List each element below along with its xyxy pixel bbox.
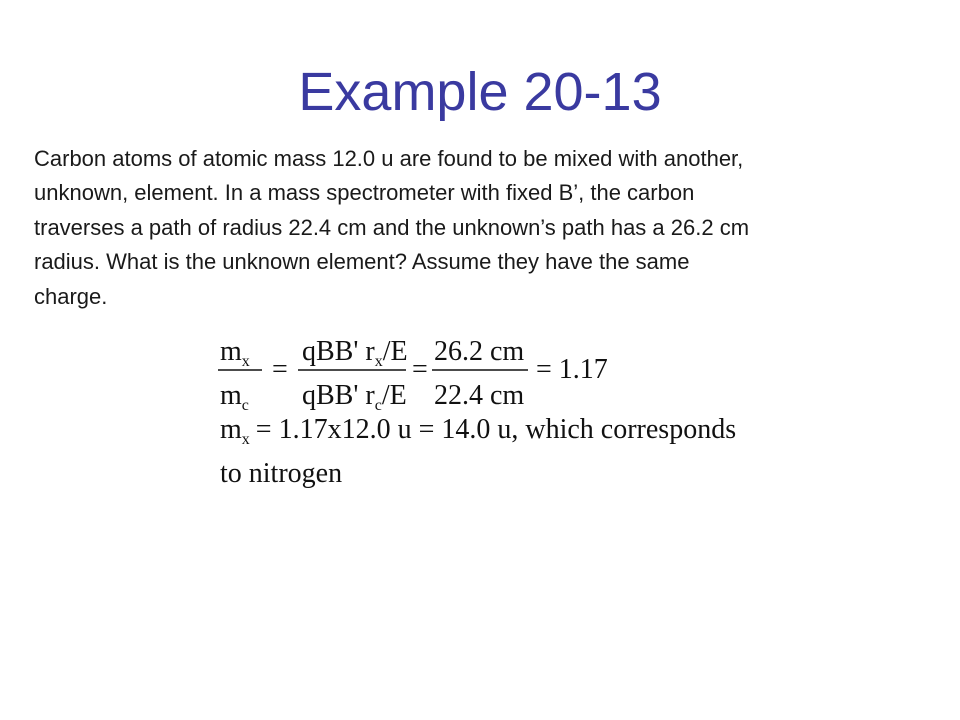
equals-sign: = [272,354,288,385]
middle-denominator: qBB' $r_c/E$ [302,380,407,414]
equation-svg [210,320,810,500]
slide-title: Example 20-13 [298,62,662,122]
rhs-denominator: 22.4 cm [434,380,525,411]
ratio-result: = 1.17 [536,354,608,385]
equals-sign-2: = [412,354,428,385]
lhs-denominator: $m_c$ [220,380,249,414]
problem-line: traverses a path of radius 22.4 cm and the unknown’s path has a 26.2 cm [34,214,750,240]
problem-line: charge. [34,283,108,309]
problem-line: Carbon atoms of atomic mass 12.0 u are found to be mixed with another, [34,146,744,171]
rhs-numerator: 26.2 cm [434,336,525,367]
lhs-numerator: $m_x$ [220,336,250,370]
solution-equation [210,320,810,500]
conclusion: to nitrogen [220,458,343,489]
mass-calculation: $m_x = 1.17x12.0$ u = 14.0 u, which corresponds [220,414,737,448]
problem-statement [34,142,924,314]
middle-numerator: qBB' $r_x/E$ [302,336,408,370]
problem-line: unknown, element. In a mass spectrometer with fixed B’, the carbon [34,180,695,206]
problem-line: radius. What is the unknown element? Assume they have the same [34,249,690,275]
